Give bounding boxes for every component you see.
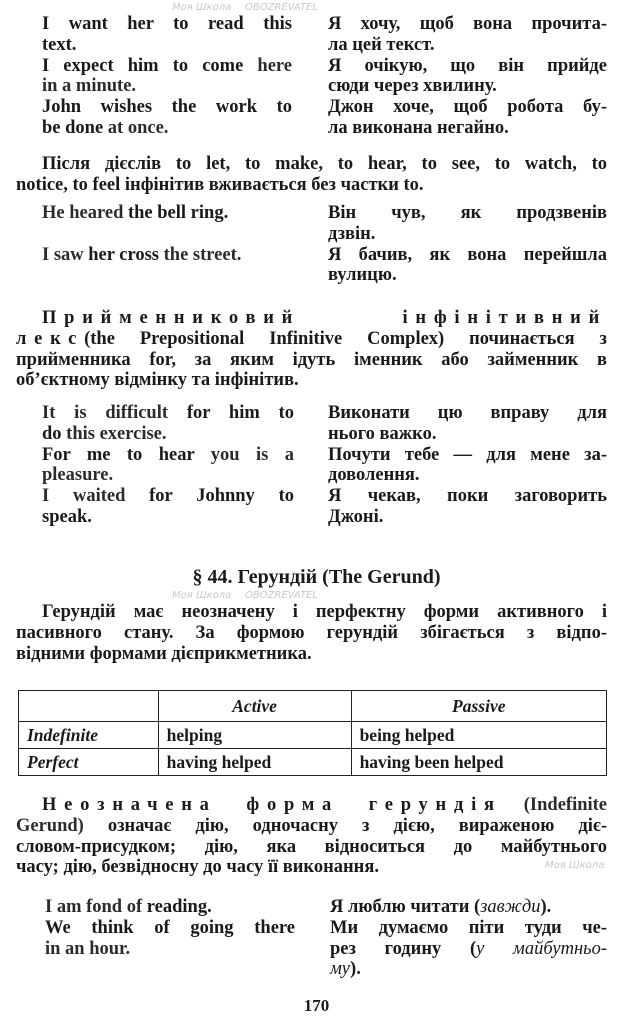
text-run: It is difficult [42, 403, 187, 423]
text-run: going [190, 917, 234, 938]
text-run: Неозначена форма герундія [42, 795, 502, 815]
text-run: in an hour. [45, 938, 131, 959]
text-run: відними формами дієприкметника. [16, 643, 312, 664]
text-run: об’єктному відмінку та інфінітив. [16, 370, 299, 391]
text-line [328, 224, 607, 245]
text-run: нього важко. [328, 423, 437, 444]
text-run: (the Prepositional Infinitive Complex) починається з [84, 328, 607, 349]
text-line [328, 203, 607, 224]
text-run: here [243, 55, 292, 76]
text-line [45, 897, 295, 918]
text-run: this exercise. [61, 423, 167, 444]
text-run: I am fond of [45, 897, 147, 917]
table-header-cell: Active [158, 691, 351, 722]
text-line [328, 465, 607, 486]
text-run: to. [403, 174, 424, 195]
text-run: Почути тебе — для мене за- [328, 444, 607, 465]
example-4-ukrainian [330, 897, 607, 980]
text-line [16, 857, 607, 878]
text-run: at once. [103, 117, 169, 138]
text-line [42, 507, 294, 528]
text-run: For me to hear [42, 444, 195, 465]
text-line [328, 507, 607, 528]
text-line [16, 837, 607, 858]
text-line [42, 224, 292, 245]
text-line [42, 76, 292, 97]
text-line [16, 816, 607, 837]
text-run: ). [350, 959, 361, 980]
text-run: the street. [159, 244, 242, 265]
paragraph-prepositional-complex [16, 308, 607, 391]
text-run: (Indefinite [501, 795, 607, 815]
text-run: be done [42, 117, 104, 138]
text-run: I expect [42, 55, 128, 76]
gerund-forms-table [18, 690, 607, 776]
text-run: this [243, 14, 292, 34]
text-run: рез годину ( [330, 938, 477, 959]
table-cell: having been helped [351, 749, 606, 776]
text-run: ). [540, 897, 552, 917]
text-line [42, 14, 292, 35]
text-line [328, 76, 607, 97]
text-run: у майбутньо- [476, 938, 607, 959]
table-row [19, 749, 607, 776]
text-line [16, 644, 607, 665]
text-run: reading. [146, 897, 212, 917]
text-line [16, 154, 607, 175]
text-run: му [330, 959, 351, 980]
table-cell: helping [158, 722, 351, 749]
text-run: за яким ідуть іменник або займенник в [175, 349, 607, 370]
paragraph-gerund-intro [16, 602, 607, 664]
text-run: do [42, 423, 62, 444]
text-run: Виконати цю вправу для [328, 403, 607, 423]
text-line [330, 897, 607, 918]
text-line [45, 918, 295, 939]
table-header-cell [19, 691, 159, 722]
text-line [42, 35, 292, 56]
text-run: We think of [45, 917, 191, 938]
text-run: I waited [42, 486, 150, 507]
text-run: the bell ring. [127, 203, 229, 223]
watermark-logo: Моя Школа [545, 860, 605, 871]
text-line [328, 245, 607, 266]
paragraph-bare-infinitive [16, 154, 607, 196]
example-2-ukrainian [328, 203, 607, 286]
text-line [42, 465, 294, 486]
text-run: Я люблю читати ( [330, 897, 481, 917]
text-line [16, 329, 607, 350]
text-line [328, 35, 607, 56]
text-run: Герундій має неозначену і перфектну форми активного і [42, 602, 607, 622]
text-line [328, 403, 607, 424]
text-run: означає дію, одночасну з дією, вираженою діє- [83, 815, 607, 836]
text-run: Я бачив, як вона перейшла [328, 244, 607, 265]
watermark-logo: OBOZREVATEL [245, 2, 318, 13]
watermark-logo: OBOZREVATEL [245, 590, 318, 601]
table-row-label: Perfect [19, 749, 159, 776]
text-run: Я очікую, що він прийде [328, 55, 607, 76]
text-run: you is a [194, 444, 294, 465]
text-run: I want [42, 14, 128, 34]
text-line [328, 97, 607, 118]
text-run: пасивного стану. За формою герундій збігається з відпо- [16, 622, 607, 643]
text-line [330, 918, 607, 939]
paragraph-indefinite-gerund [16, 795, 607, 878]
text-line [16, 795, 607, 816]
text-line [328, 14, 607, 35]
text-run: лекс [16, 328, 85, 349]
example-4-english [45, 897, 295, 959]
text-line [328, 56, 607, 77]
text-run: Ми думаємо піти туди че- [330, 917, 607, 938]
text-run: for him to [186, 403, 294, 423]
example-3-english [42, 403, 294, 528]
example-3-ukrainian [328, 403, 607, 528]
page-number: 170 [303, 996, 330, 1015]
example-1-ukrainian [328, 14, 607, 139]
table-row-label: Indefinite [19, 722, 159, 749]
table-cell: being helped [351, 722, 606, 749]
text-run: pleasure. [42, 465, 114, 486]
text-run: speak. [42, 506, 92, 527]
text-run: інфінітив вживається без частки [120, 174, 404, 195]
text-run: завжди [480, 897, 541, 917]
text-run: I saw [42, 244, 89, 265]
text-line [16, 370, 607, 391]
text-run: вулицю. [328, 265, 397, 286]
text-run: him to come [127, 55, 244, 76]
text-run: словом-присудком; дію, яка відноситься до майбутнього [16, 836, 607, 857]
text-line [328, 118, 607, 139]
text-run: доволення. [328, 465, 420, 486]
text-run: Я чекав, поки заговорить [328, 486, 607, 507]
example-1-english [42, 14, 292, 139]
watermark-logo: Моя Школа [172, 590, 232, 601]
text-line [16, 308, 607, 329]
text-run: Він чув, як продзвенів [328, 203, 607, 223]
text-line [328, 445, 607, 466]
table-header-cell: Passive [351, 691, 606, 722]
text-run: сюди через хвилину. [328, 76, 497, 97]
text-run: Джоні. [328, 506, 384, 527]
text-line [16, 602, 607, 623]
text-run: her cross [88, 244, 160, 265]
text-line [42, 424, 294, 445]
text-run: text. [42, 34, 77, 55]
text-run: notice, to feel [16, 174, 121, 195]
section-heading: § 44. Герундій (The Gerund) [192, 566, 441, 588]
text-line [330, 959, 607, 980]
watermark-logo: Моя Школа [172, 2, 232, 13]
text-run: for Johnny to [149, 486, 294, 507]
text-run: for, [149, 349, 176, 370]
text-run: there [233, 917, 295, 938]
text-line [42, 97, 292, 118]
text-run: дзвін. [328, 223, 376, 244]
text-line [42, 403, 294, 424]
text-run: прийменника [16, 349, 150, 370]
text-line [42, 118, 292, 139]
text-line [42, 56, 292, 77]
text-line [42, 486, 294, 507]
text-run: часу; дію, безвідносну до часу її виконання. [16, 857, 379, 878]
text-run: Після дієслів [42, 154, 176, 174]
table-row [19, 722, 607, 749]
text-run: to let, to make, to hear, to see, to watch, to [175, 154, 607, 174]
text-run: Gerund) [16, 815, 84, 836]
example-2-english [42, 203, 292, 265]
text-line [328, 486, 607, 507]
text-run: Джон хоче, щоб робота бу- [328, 97, 607, 118]
text-line [330, 939, 607, 960]
text-run: the work to [171, 97, 292, 118]
text-line [42, 245, 292, 266]
text-line [16, 175, 607, 196]
text-run: ла виконана негайно. [328, 117, 509, 138]
text-run: Прийменниковий інфінітивний [42, 308, 607, 328]
text-line [42, 203, 292, 224]
text-line [42, 445, 294, 466]
text-run: her to read [127, 14, 244, 34]
text-line [328, 265, 607, 286]
text-line [16, 623, 607, 644]
text-line [16, 350, 607, 371]
table-header-row [19, 691, 607, 722]
text-run: Я хочу, щоб вона прочита- [328, 14, 607, 34]
text-run: in a minute. [42, 76, 137, 97]
text-line [328, 424, 607, 445]
text-run: ла цей текст. [328, 34, 435, 55]
text-line [45, 939, 295, 960]
text-run: John wishes [42, 97, 172, 118]
table-cell: having helped [158, 749, 351, 776]
text-run: He heared [42, 203, 128, 223]
